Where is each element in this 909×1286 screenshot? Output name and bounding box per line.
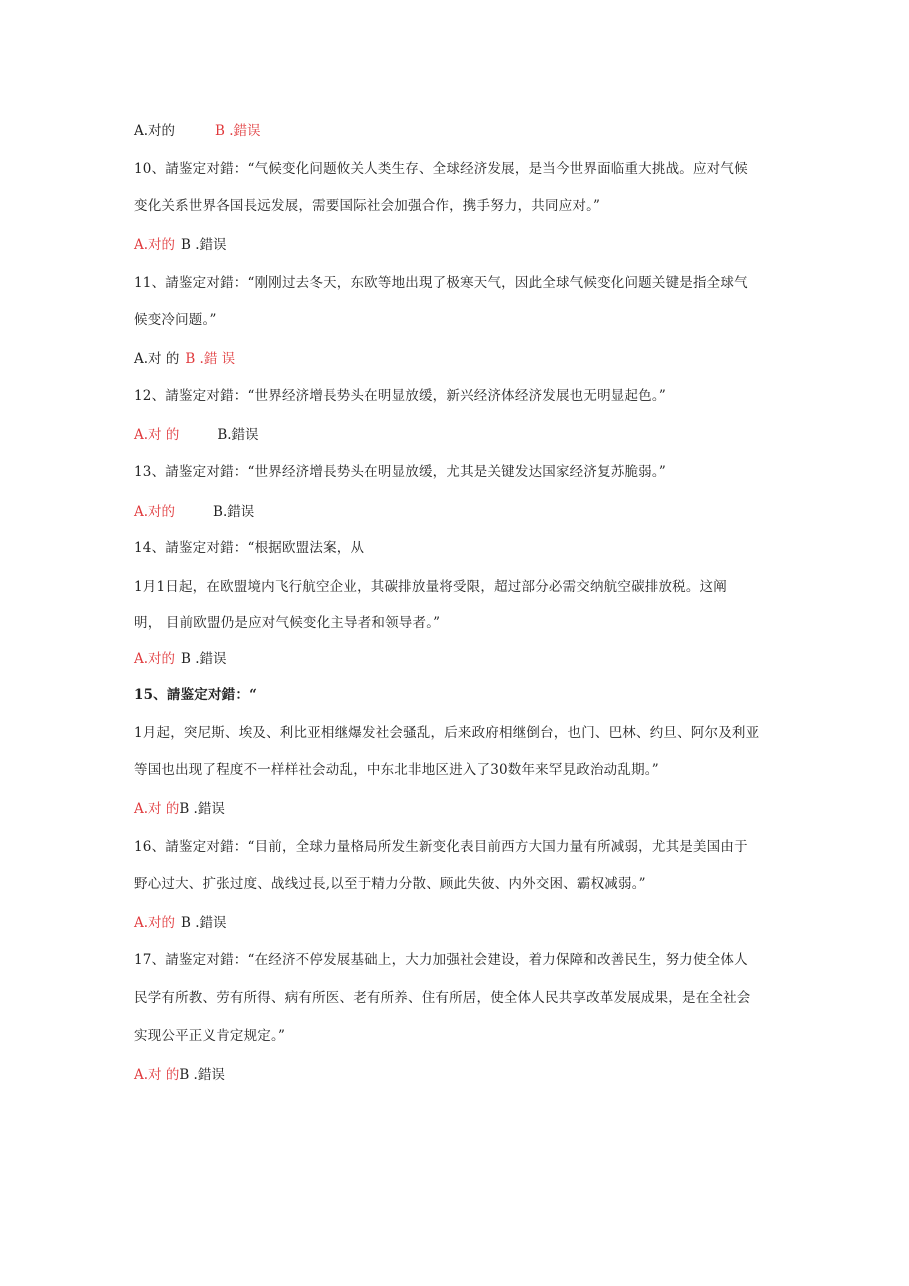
question-16-line-2: 野心过大、扩张过度、战线过長,以至于精力分散、顾此失彼、内外交困、霸权减弱。” [134, 876, 646, 892]
question-15-line-3: 等国也出现了程度不一样样社会动乱，中东北非地区进入了30数年来罕見政治动乱期。” [134, 762, 659, 778]
answer-options-10 [134, 236, 227, 254]
option-b-12: B.錯误 [217, 427, 259, 443]
option-b-9: B .錯误 [215, 123, 261, 139]
answer-options-12 [134, 426, 259, 444]
option-b-13: B.錯误 [213, 504, 255, 520]
question-17-line-3: 实现公平正义肯定规定。” [134, 1028, 286, 1044]
option-a-16: A.对的 [134, 915, 176, 931]
question-14-line-1: 14、請鉴定对錯：“根据欧盟法案，从 [134, 540, 365, 556]
option-a-17: A.对 的 [134, 1067, 180, 1083]
option-b-11: B .錯 误 [185, 351, 236, 367]
question-10-line-2: 变化关系世界各国長远发展，需要国际社会加强合作，携手努力，共同应对。” [134, 198, 601, 214]
answer-options-9 [134, 122, 261, 140]
answer-options-15 [134, 800, 225, 818]
option-b-17: B .錯误 [179, 1067, 225, 1083]
question-12-line-1: 12、請鉴定对錯：“世界经济增長势头在明显放缓，新兴经济体经济发展也无明显起色。” [134, 388, 666, 404]
option-b-10: B .錯误 [181, 237, 227, 253]
answer-options-14 [134, 650, 227, 668]
question-13-line-1: 13、請鉴定对錯：“世界经济增長势头在明显放缓，尤其是关键发达国家经济复苏脆弱。” [134, 464, 666, 480]
option-a-10: A.对的 [134, 237, 176, 253]
question-11-line-2: 候变冷问题。” [134, 312, 217, 328]
option-b-14: B .錯误 [181, 651, 227, 667]
option-a-9: A.对的 [134, 123, 176, 139]
question-10-line-1: 10、請鉴定对錯：“气候变化问题攸关人类生存、全球经济发展，是当今世界面临重大挑战。应对气候 [134, 161, 748, 177]
question-15-line-1: 15、請鉴定对錯：“ [134, 687, 258, 703]
option-a-13: A.对的 [134, 504, 176, 520]
answer-options-17 [134, 1066, 225, 1084]
answer-options-16 [134, 914, 227, 932]
option-a-14: A.对的 [134, 651, 176, 667]
option-a-12: A.对 的 [134, 427, 180, 443]
question-15-line-2: 1月起，突尼斯、埃及、利比亚相继爆发社会骚乱，后来政府相继倒台，也门、巴林、约旦、阿尔及利亚 [134, 725, 760, 741]
question-11-line-1: 11、請鉴定对錯：“刚刚过去冬天，东欧等地出現了极寒天气，因此全球气候变化问题关键是指全球气 [134, 275, 748, 291]
question-17-line-2: 民学有所教、劳有所得、病有所医、老有所养、住有所居，使全体人民共享改革发展成果，是在全社会 [134, 990, 751, 1006]
option-b-15: B .錯误 [179, 801, 225, 817]
answer-options-13 [134, 503, 254, 521]
question-14-line-3: 明， 目前欧盟仍是应对气候变化主导者和领导者。” [134, 615, 441, 631]
question-16-line-1: 16、請鉴定对錯：“目前，全球力量格局所发生新变化表目前西方大国力量有所减弱，尤其是美国由于 [134, 839, 748, 855]
question-14-line-2: 1月1日起，在欧盟境内飞行航空企业，其碳排放量将受限，超过部分必需交纳航空碳排放税。这阐 [134, 579, 727, 595]
option-b-16: B .錯误 [181, 915, 227, 931]
answer-options-11 [134, 350, 235, 368]
option-a-15: A.对 的 [134, 801, 180, 817]
question-17-line-1: 17、請鉴定对錯：“在经济不停发展基础上，大力加强社会建设，着力保障和改善民生，努力使全体人 [134, 952, 748, 968]
option-a-11: A.对 的 [134, 351, 180, 367]
